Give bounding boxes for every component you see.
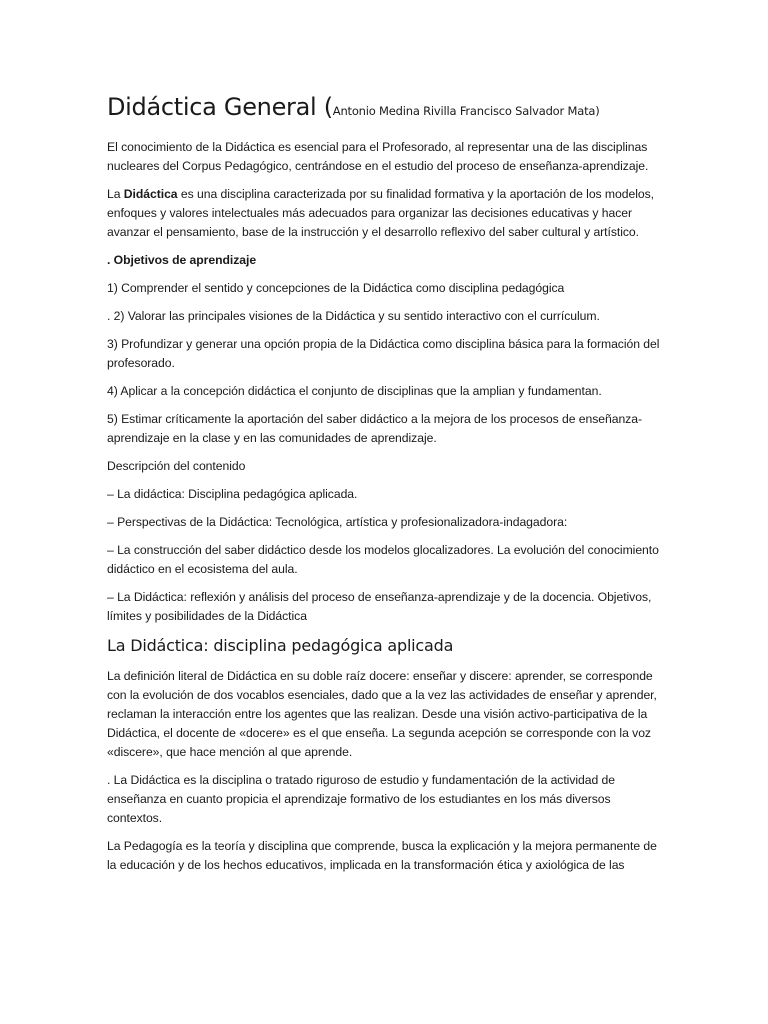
content-item: – La construcción del saber didáctico desde los modelos glocalizadores. La evolución del conocimiento didáctico en el ecosistema del aula. xyxy=(107,543,659,576)
title-authors: Antonio Medina Rivilla Francisco Salvador Mata) xyxy=(332,104,600,118)
content-heading: Descripción del contenido xyxy=(107,459,246,473)
definition-lead: La xyxy=(107,187,124,201)
title-text: Didáctica General ( xyxy=(107,93,333,121)
objective-item: 1) Comprender el sentido y concepciones de la Didáctica como disciplina pedagógica xyxy=(107,281,565,295)
intro-paragraph: El conocimiento de la Didáctica es esencial para el Profesorado, al representar una de las disciplinas nucleares del Corpus Pedagógico, centrándose en el estudio del proceso de enseñanza-aprendizaje. xyxy=(107,140,649,173)
content-item: – La didáctica: Disciplina pedagógica aplicada. xyxy=(107,487,358,501)
objectives-heading: . Objetivos de aprendizaje xyxy=(107,253,257,267)
document-page xyxy=(107,92,662,884)
section-paragraph: . La Didáctica es la disciplina o tratado riguroso de estudio y fundamentación de la actividad de enseñanza en cuanto propicia el aprendizaje formativo de los estudiantes en los más diversos contextos. xyxy=(107,773,616,825)
objective-item: . 2) Valorar las principales visiones de la Didáctica y su sentido interactivo con el currículum. xyxy=(107,309,600,323)
definition-term: Didáctica xyxy=(123,187,178,201)
definition-paragraph xyxy=(107,185,662,242)
definition-rest: es una disciplina caracterizada por su finalidad formativa y la aportación de los modelos, enfoques y valores intelectuales más adecuados para organizar las decisiones educativas y hacer avanzar el pensamiento, base de la instrucción y el desarrollo reflexivo del saber cultural y artístico. xyxy=(107,187,654,239)
document-title xyxy=(107,92,662,126)
objective-item: 3) Profundizar y generar una opción propia de la Didáctica como disciplina básica para la formación del profesorado. xyxy=(107,337,660,370)
section-paragraph: La definición literal de Didáctica en su doble raíz docere: enseñar y discere: aprender, se corresponde con la evolución de dos vocablos esenciales, dado que a la vez las actividades de enseñar y aprender, reclaman la interacción entre los agentes que las realizan. Desde una visión activo-participativa de la Didáctica, el docente de «docere» es el que enseña. La segunda acepción se corresponde con la voz «discere», que hace mención al que aprende. xyxy=(107,669,657,759)
section-title: La Didáctica: disciplina pedagógica aplicada xyxy=(107,636,454,655)
section-paragraph: La Pedagogía es la teoría y disciplina que comprende, busca la explicación y la mejora permanente de la educación y de los hechos educativos, implicada en la transformación ética y axiológica de las xyxy=(107,839,657,872)
objective-item: 4) Aplicar a la concepción didáctica el conjunto de disciplinas que la amplian y fundamentan. xyxy=(107,384,602,398)
objective-item: 5) Estimar críticamente la aportación del saber didáctico a la mejora de los procesos de enseñanza-aprendizaje en la clase y en las comunidades de aprendizaje. xyxy=(107,412,642,445)
content-item: – La Didáctica: reflexión y análisis del proceso de enseñanza-aprendizaje y de la docencia. Objetivos, límites y posibilidades de la Didáctica xyxy=(107,590,652,623)
content-item: – Perspectivas de la Didáctica: Tecnológica, artística y profesionalizadora-indagadora: xyxy=(107,515,568,529)
